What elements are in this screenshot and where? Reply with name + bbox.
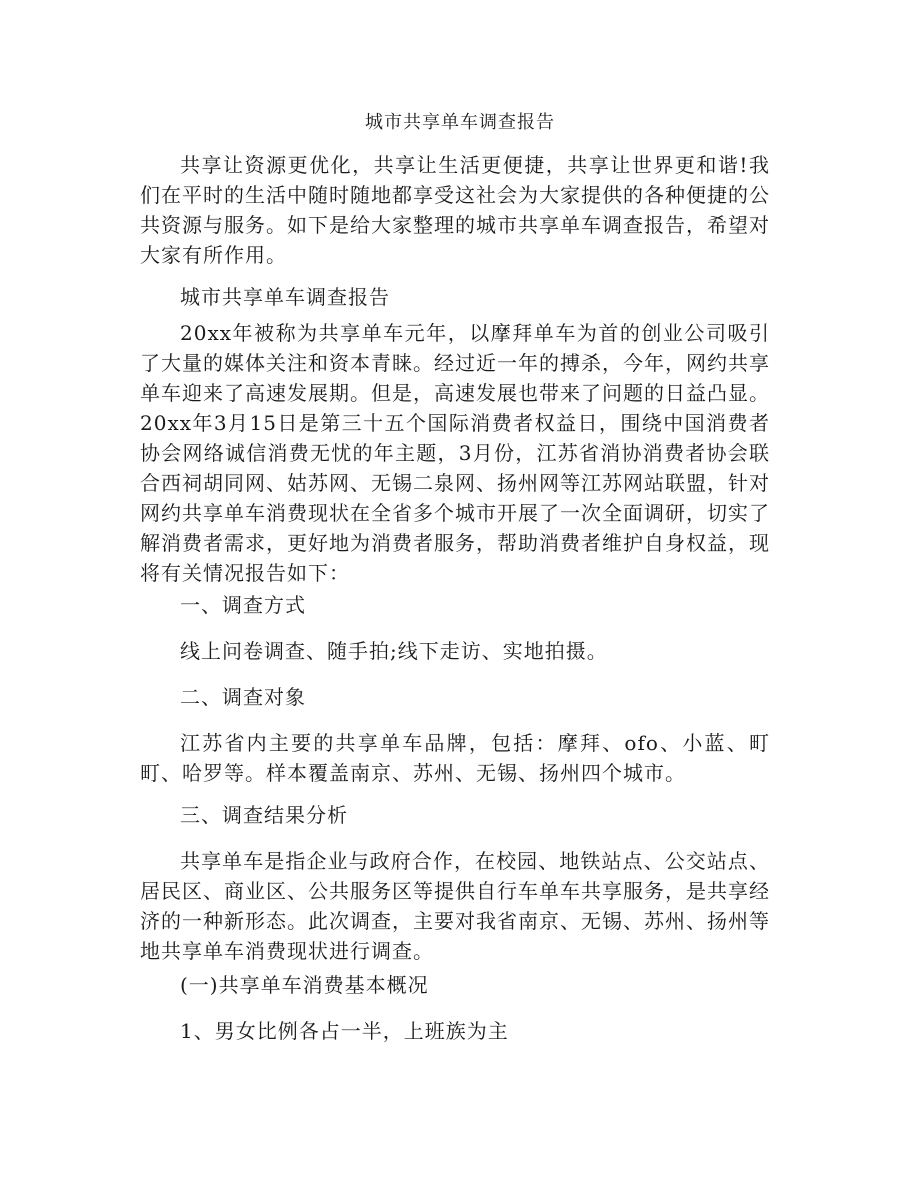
section-2-body: 江苏省内主要的共享单车品牌，包括：摩拜、ofo、小蓝、町町、哈罗等。样本覆盖南京、苏州、无锡、扬州四个城市。 <box>140 731 770 785</box>
background-paragraph: 20xx年被称为共享单车元年，以摩拜单车为首的创业公司吸引了大量的媒体关注和资本青睐。经过近一年的搏杀，今年，网约共享单车迎来了高速发展期。但是，高速发展也带来了问题的日益凸显。20xx年3月15日是第三十五个国际消费者权益日，围绕中国消费者协会网络诚信消费无忧的年主题，3月份，江苏省消协消费者协会联合西祠胡同网、姑苏网、无锡二泉网、扬州网等江苏网站联盟，针对网约共享单车消费现状在全省多个城市开展了一次全面调研，切实了解消费者需求，更好地为消费者服务，帮助消费者维护自身权益，现将有关情况报告如下： <box>140 321 770 585</box>
report-subtitle: 城市共享单车调查报告 <box>180 285 390 309</box>
section-1-body: 线上问卷调查、随手拍;线下走访、实地拍摄。 <box>180 639 608 663</box>
section-3-heading: 三、调查结果分析 <box>180 803 348 827</box>
section-1-heading: 一、调查方式 <box>180 593 306 617</box>
section-2-heading: 二、调查对象 <box>180 685 306 709</box>
section-3-body: 共享单车是指企业与政府合作，在校园、地铁站点、公交站点、居民区、商业区、公共服务区等提供自行车单车共享服务，是共享经济的一种新形态。此次调查，主要对我省南京、无锡、苏州、扬州等地共享单车消费现状进行调查。 <box>140 849 770 963</box>
subsection-1-heading: (一)共享单车消费基本概况 <box>180 973 429 997</box>
document-title: 城市共享单车调查报告 <box>365 112 555 133</box>
intro-paragraph: 共享让资源更优化，共享让生活更便捷，共享让世界更和谐!我们在平时的生活中随时随地都享受这社会为大家提供的各种便捷的公共资源与服务。如下是给大家整理的城市共享单车调查报告，希望对大家有所作用。 <box>140 153 770 267</box>
item-1-heading: 1、男女比例各占一半，上班族为主 <box>180 1019 509 1043</box>
